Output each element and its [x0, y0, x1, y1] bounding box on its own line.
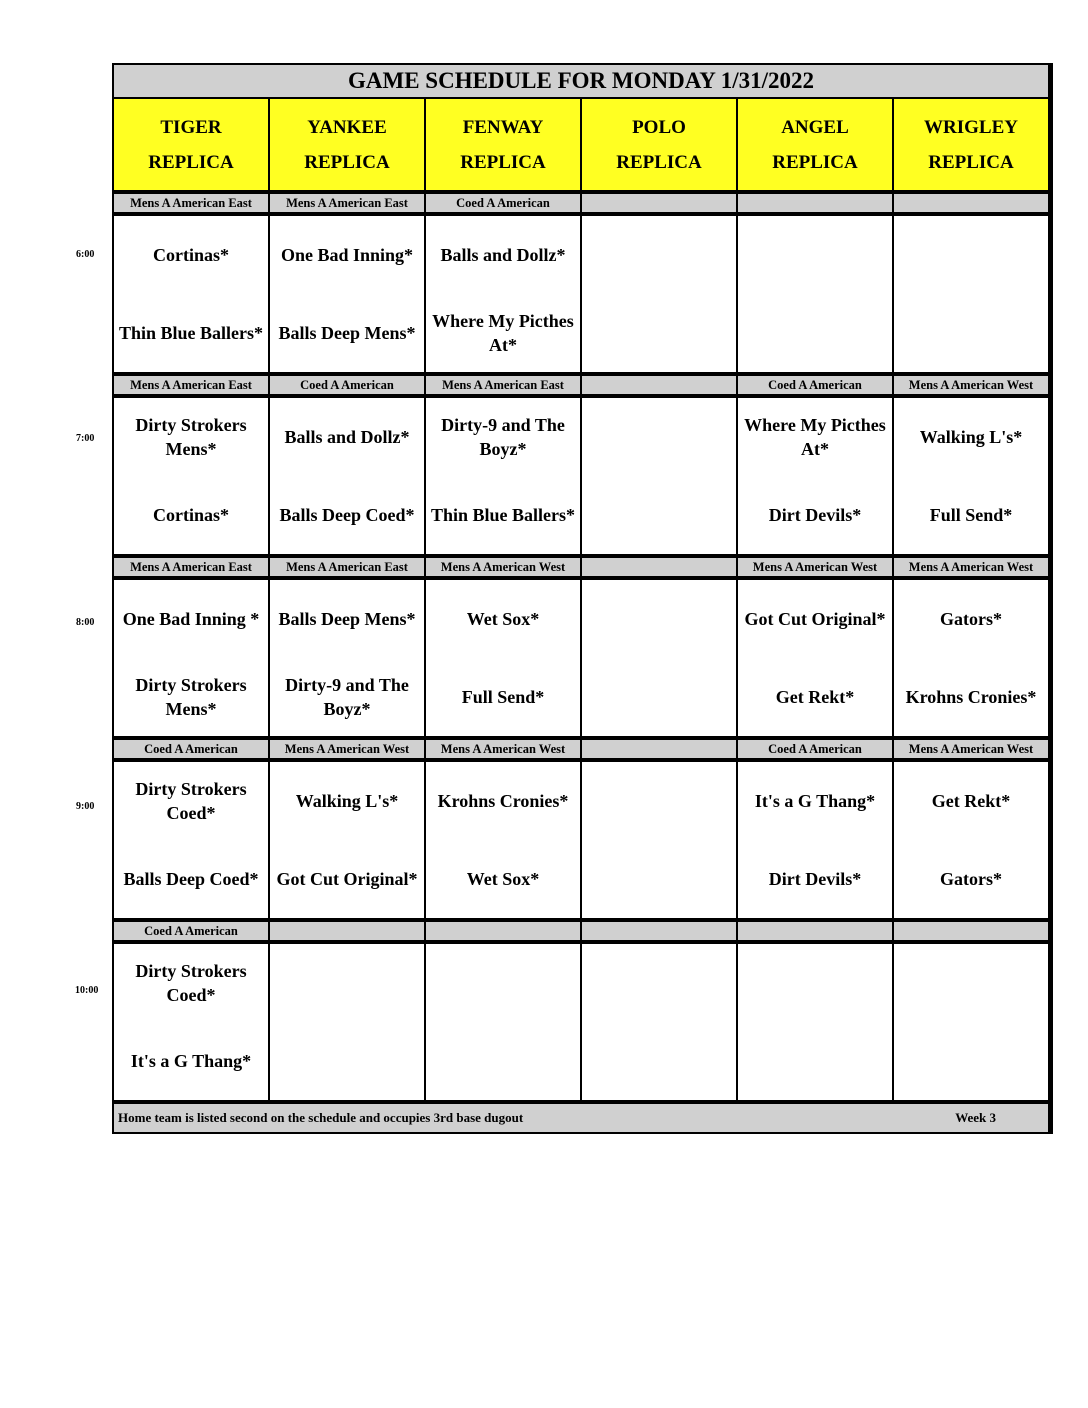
home-team [582, 476, 736, 554]
division-label: Coed A American [270, 374, 424, 394]
division-label: Coed A American [738, 374, 892, 394]
home-team-note: Home team is listed second on the schedule and occupies 3rd base dugout [118, 1110, 524, 1125]
division-label [894, 920, 1048, 940]
away-team: Balls and Dollz* [284, 426, 410, 447]
game-cell [894, 760, 1048, 918]
home-team: Thin Blue Ballers* [118, 322, 264, 343]
away-team: Got Cut Original* [744, 608, 886, 629]
division-label [582, 192, 736, 212]
division-label: Mens A American West [738, 556, 892, 576]
home-team: Full Send* [929, 504, 1013, 525]
away-team [582, 580, 736, 658]
division-label: Mens A American East [270, 192, 424, 212]
game-cell [582, 578, 736, 736]
venue-sub: REPLICA [772, 151, 858, 173]
time-label: 9:00 [76, 801, 95, 812]
away-team: Dirty Strokers Coed* [135, 778, 247, 823]
game-cell [426, 578, 580, 736]
game-cell [426, 942, 580, 1100]
away-team [738, 216, 892, 294]
away-team: Cortinas* [153, 244, 229, 265]
division-label [738, 192, 892, 212]
game-cell [582, 396, 736, 554]
home-team: Got Cut Original* [276, 868, 418, 889]
division-label: Mens A American West [426, 738, 580, 758]
venue-name: WRIGLEY [924, 116, 1018, 138]
division-label: Coed A American [114, 920, 268, 940]
away-team [270, 944, 424, 1022]
division-label [582, 556, 736, 576]
game-cell [738, 578, 892, 736]
game-cell [114, 578, 268, 736]
venue-name: ANGEL [781, 116, 849, 138]
home-team [894, 1022, 1048, 1100]
division-label: Mens A American West [894, 556, 1048, 576]
away-team: Dirty-9 and The Boyz* [441, 414, 565, 459]
home-team [426, 1022, 580, 1100]
game-cell [738, 942, 892, 1100]
game-cell [738, 396, 892, 554]
home-team: Full Send* [461, 686, 545, 707]
game-cell [582, 760, 736, 918]
home-team: Balls Deep Coed* [279, 504, 415, 525]
division-label [582, 920, 736, 940]
away-team: Krohns Cronies* [437, 790, 569, 811]
venue-wrigley [894, 99, 1048, 190]
away-team [582, 216, 736, 294]
home-team: Where My Picthes At* [432, 310, 574, 355]
game-cell [426, 760, 580, 918]
home-team [582, 294, 736, 372]
venue-name: POLO [632, 116, 686, 138]
venue-fenway [426, 99, 580, 190]
home-team [894, 294, 1048, 372]
venue-sub: REPLICA [616, 151, 702, 173]
division-label: Coed A American [738, 738, 892, 758]
game-cell [426, 396, 580, 554]
division-label: Coed A American [114, 738, 268, 758]
division-label: Mens A American West [270, 738, 424, 758]
away-team [582, 944, 736, 1022]
home-team: Balls Deep Coed* [123, 868, 259, 889]
division-label: Mens A American East [114, 374, 268, 394]
away-team [582, 398, 736, 476]
time-label: 10:00 [75, 985, 99, 996]
venue-name: YANKEE [307, 116, 387, 138]
division-label: Mens A American East [114, 192, 268, 212]
time-label: 6:00 [76, 249, 95, 260]
week-label: Week 3 [955, 1110, 996, 1125]
game-cell [270, 942, 424, 1100]
home-team: Dirty-9 and The Boyz* [285, 674, 409, 719]
home-team: Balls Deep Mens* [278, 322, 416, 343]
home-team [582, 1022, 736, 1100]
division-label: Mens A American East [426, 374, 580, 394]
division-label [894, 192, 1048, 212]
away-team: Gators* [940, 608, 1002, 629]
game-cell [270, 760, 424, 918]
game-cell [270, 214, 424, 372]
division-label [582, 738, 736, 758]
venue-sub: REPLICA [304, 151, 390, 173]
away-team: Dirty Strokers Mens* [135, 414, 247, 459]
schedule-table [112, 63, 1053, 1134]
home-team [582, 840, 736, 918]
venue-name: FENWAY [462, 116, 544, 138]
game-cell [894, 396, 1048, 554]
away-team [582, 762, 736, 840]
game-cell [270, 578, 424, 736]
home-team: Krohns Cronies* [905, 686, 1037, 707]
away-team: One Bad Inning* [280, 244, 414, 265]
away-team: One Bad Inning * [122, 608, 260, 629]
home-team: Dirty Strokers Mens* [135, 674, 247, 719]
away-team: Balls and Dollz* [440, 244, 566, 265]
away-team: Dirty Strokers Coed* [135, 960, 247, 1005]
home-team: Dirt Devils* [768, 504, 862, 525]
away-team: Balls Deep Mens* [278, 608, 416, 629]
division-label: Mens A American West [894, 374, 1048, 394]
home-team: Thin Blue Ballers* [430, 504, 576, 525]
venue-tiger [114, 99, 268, 190]
game-cell [114, 396, 268, 554]
division-label: Mens A American West [894, 738, 1048, 758]
time-column [0, 0, 112, 1408]
away-team: Where My Picthes At* [744, 414, 886, 459]
game-cell [894, 214, 1048, 372]
away-team: Wet Sox* [466, 608, 540, 629]
division-label [426, 920, 580, 940]
division-label: Mens A American East [270, 556, 424, 576]
game-cell [114, 760, 268, 918]
game-cell [270, 396, 424, 554]
game-cell [582, 214, 736, 372]
division-label [738, 920, 892, 940]
game-cell [894, 578, 1048, 736]
venue-polo [582, 99, 736, 190]
home-team: Wet Sox* [466, 868, 540, 889]
division-label: Coed A American [426, 192, 580, 212]
venue-sub: REPLICA [928, 151, 1014, 173]
division-label: Mens A American East [114, 556, 268, 576]
home-team [738, 294, 892, 372]
time-label: 7:00 [76, 433, 95, 444]
venue-sub: REPLICA [460, 151, 546, 173]
home-team [582, 658, 736, 736]
game-cell [894, 942, 1048, 1100]
game-cell [738, 760, 892, 918]
venue-angel [738, 99, 892, 190]
home-team: Cortinas* [153, 504, 229, 525]
away-team [738, 944, 892, 1022]
venue-yankee [270, 99, 424, 190]
game-cell [582, 942, 736, 1100]
time-label: 8:00 [76, 617, 95, 628]
game-cell [738, 214, 892, 372]
schedule-title: GAME SCHEDULE FOR MONDAY 1/31/2022 [114, 65, 1048, 97]
away-team: Get Rekt* [931, 790, 1011, 811]
away-team [894, 216, 1048, 294]
home-team: Gators* [940, 868, 1002, 889]
division-label [582, 374, 736, 394]
game-cell [114, 214, 268, 372]
away-team: Walking L's* [295, 790, 399, 811]
venue-sub: REPLICA [148, 151, 234, 173]
away-team: It's a G Thang* [754, 790, 876, 811]
home-team: Get Rekt* [775, 686, 855, 707]
division-label [270, 920, 424, 940]
home-team [270, 1022, 424, 1100]
game-cell [114, 942, 268, 1100]
home-team: Dirt Devils* [768, 868, 862, 889]
away-team: Walking L's* [919, 426, 1023, 447]
home-team: It's a G Thang* [130, 1050, 252, 1071]
game-cell [426, 214, 580, 372]
venue-name: TIGER [160, 116, 222, 138]
home-team [738, 1022, 892, 1100]
away-team [894, 944, 1048, 1022]
schedule-footer [114, 1102, 1048, 1132]
division-label: Mens A American West [426, 556, 580, 576]
away-team [426, 944, 580, 1022]
